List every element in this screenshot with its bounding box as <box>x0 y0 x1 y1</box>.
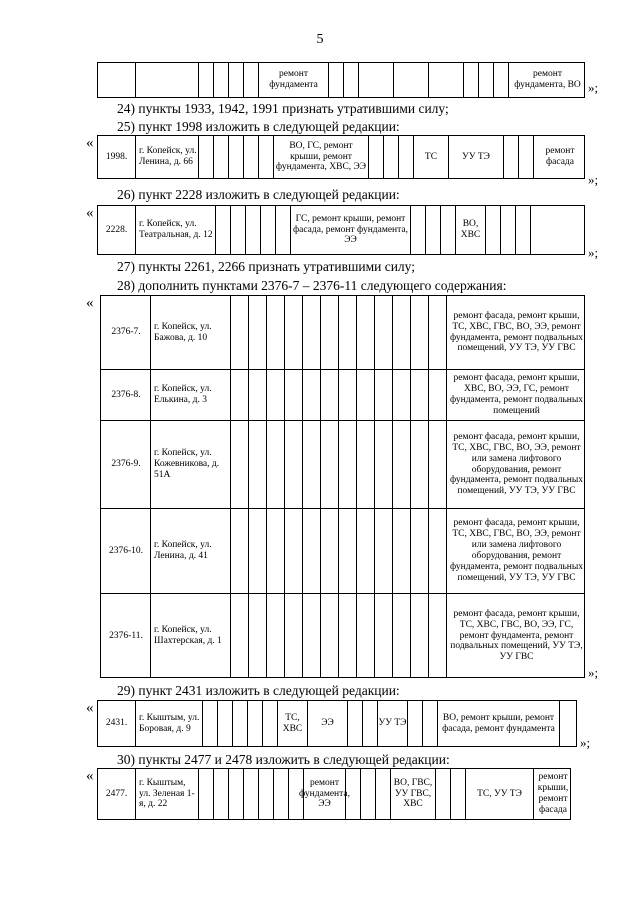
cell <box>203 701 218 746</box>
cell <box>214 136 229 178</box>
cell <box>244 769 259 819</box>
cell <box>321 296 339 677</box>
cell <box>218 701 233 746</box>
cell-addr: г. Копейск, ул. Елькина, д. 3 <box>154 384 212 405</box>
cell-addr: г. Копейск, ул. Бажова, д. 10 <box>154 321 212 343</box>
cell-num: 2376-8. <box>111 389 141 400</box>
open-quote: « <box>86 135 94 151</box>
cell-ts: ТС <box>414 136 449 178</box>
cell-addr: г. Копейск, ул. Шахтерская, д. 1 <box>154 625 222 646</box>
cell <box>136 63 199 97</box>
close-mark: »; <box>580 735 591 750</box>
cell <box>451 769 466 819</box>
cell-uu: УУ ТЭ <box>449 136 504 178</box>
table-2431 <box>97 700 577 747</box>
cell <box>501 206 516 254</box>
cell <box>231 296 249 677</box>
item-24: 24) пункты 1933, 1942, 1991 признать утратившими силу; <box>117 101 449 116</box>
cell <box>516 206 531 254</box>
cell: ремонт фундамента, ВО <box>514 69 581 90</box>
open-quote: « <box>86 768 94 784</box>
cell-ts: ТС, УУ ТЭ <box>466 769 534 819</box>
cell <box>399 136 414 178</box>
close-mark: »; <box>588 172 599 187</box>
cell <box>344 63 359 97</box>
cell <box>259 136 274 178</box>
cell-num: 2376-7. <box>111 327 141 338</box>
close-mark: »; <box>588 665 599 680</box>
item-29: 29) пункт 2431 изложить в следующей редакции: <box>117 683 400 698</box>
cell <box>267 296 285 677</box>
cell <box>329 63 344 97</box>
cell-addr: г. Кыштым, ул. Боровая, д. 9 <box>136 701 203 746</box>
open-quote: « <box>86 295 94 311</box>
cell-ee: ЭЭ <box>308 701 348 746</box>
open-quote: « <box>86 700 94 716</box>
cell-fund: ремонт фундамента, ЭЭ <box>304 769 346 819</box>
table-2228 <box>97 205 585 255</box>
cell <box>361 769 376 819</box>
cell <box>303 296 321 677</box>
cell <box>436 769 451 819</box>
cell-works: ремонт фасада, ремонт крыши, ТС, ХВС, ГВС, ВО, ЭЭ, ремонт фундамента, ремонт подвальных помещений, УУ ТЭ, УУ ГВС <box>449 310 584 354</box>
cell <box>214 769 229 819</box>
cell-ts: ТС, ХВС <box>278 701 308 746</box>
cell <box>411 296 429 677</box>
cell-num: 2376-11. <box>109 630 143 641</box>
cell-addr: г. Копейск, ул. Ленина, д. 66 <box>136 136 199 178</box>
cell <box>199 136 214 178</box>
table-2376 <box>100 295 585 678</box>
cell <box>263 701 278 746</box>
cell <box>214 63 229 97</box>
item-30: 30) пункты 2477 и 2478 изложить в следующей редакции: <box>117 752 450 767</box>
cell <box>393 296 411 677</box>
cell <box>494 63 509 97</box>
cell <box>429 63 464 97</box>
cell <box>411 206 426 254</box>
cell <box>199 769 214 819</box>
cell <box>464 63 479 97</box>
cell-num: 2376-9. <box>111 459 141 470</box>
page-number: 5 <box>316 32 324 47</box>
cell <box>229 63 244 97</box>
close-mark: »; <box>588 245 599 260</box>
table-1998 <box>97 135 585 179</box>
cell <box>199 63 214 97</box>
cell <box>249 296 267 677</box>
cell <box>486 206 501 254</box>
cell <box>504 136 519 178</box>
cell <box>244 136 259 178</box>
cell <box>248 701 263 746</box>
cell <box>519 136 534 178</box>
cell-works: ремонт фасада, ремонт крыши, ТС, ХВС, ГВС, ВО, ЭЭ, ГС, ремонт фундамента, ремонт подвальных помещений, УУ ТЭ, УУ ГВС <box>450 608 583 663</box>
cell <box>231 206 246 254</box>
cell <box>363 701 378 746</box>
cell-works: ремонт фасада, ремонт крыши, ТС, ХВС, ГВС, ВО, ЭЭ, ремонт или замена лифтового оборудования, ремонт фундамента, ремонт подвальных помещений, УУ ТЭ, УУ ГВС <box>449 431 584 497</box>
cell-addr: г. Кыштым, ул. Зеленая 1-я, д. 22 <box>136 769 199 819</box>
cell-facade: ремонт фасада <box>545 146 575 167</box>
cell <box>274 769 289 819</box>
cell-works: ВО, ремонт крыши, ремонт фасада, ремонт фундамента <box>438 701 560 746</box>
item-26: 26) пункт 2228 изложить в следующей редакции: <box>117 187 400 202</box>
cell-num: 2431. <box>98 701 136 746</box>
cell-addr: г. Копейск, ул. Ленина, д. 41 <box>154 540 212 561</box>
cell-works: ремонт фасада, ремонт крыши, ХВС, ВО, ЭЭ, ГС, ремонт фундамента, ремонт подвальных помещений <box>449 373 584 416</box>
table-top <box>97 62 585 98</box>
cell <box>441 206 456 254</box>
item-25: 25) пункт 1998 изложить в следующей редакции: <box>117 119 400 134</box>
cell <box>229 136 244 178</box>
cell-uu: УУ ТЭ <box>378 701 408 746</box>
cell-num: 2228. <box>98 206 136 254</box>
cell <box>285 296 303 677</box>
cell <box>429 296 447 677</box>
cell-works: ВО, ГС, ремонт крыши, ремонт фундамента, ХВС, ЭЭ <box>274 136 369 178</box>
item-28: 28) дополнить пунктами 2376-7 – 2376-11 следующего содержания: <box>117 278 507 293</box>
cell-num: 1998. <box>98 136 136 178</box>
cell <box>233 701 248 746</box>
cell-works: ремонт фасада, ремонт крыши, ТС, ХВС, ГВС, ВО, ЭЭ, ремонт или замена лифтового оборудования, ремонт фундамента, ремонт подвальных помещений, УУ ТЭ, УУ ГВС <box>449 518 584 583</box>
cell <box>261 206 276 254</box>
cell <box>276 206 291 254</box>
cell <box>394 63 429 97</box>
cell-num: 2376-10. <box>108 545 144 556</box>
cell: ремонт фундамента <box>259 63 329 97</box>
cell <box>348 701 363 746</box>
cell-addr: г. Копейск, ул. Театральная, д. 12 <box>136 206 216 254</box>
table-2477 <box>97 768 571 820</box>
open-quote: « <box>86 205 94 221</box>
cell <box>244 63 259 97</box>
cell <box>426 206 441 254</box>
cell-works: ГС, ремонт крыши, ремонт фасада, ремонт фундамента, ЭЭ <box>291 206 411 254</box>
cell <box>339 296 357 677</box>
cell-addr: г. Копейск, ул. Кожевникова, д. 51А <box>154 448 220 480</box>
cell <box>375 296 393 677</box>
cell <box>246 206 261 254</box>
cell <box>376 769 391 819</box>
cell-roof: ремонт крыши, ремонт фасада <box>537 772 569 815</box>
cell-vo: ВО, ХВС <box>456 206 486 254</box>
cell <box>408 701 423 746</box>
cell <box>384 136 399 178</box>
cell-num: 2477. <box>98 769 136 819</box>
cell <box>423 701 438 746</box>
cell <box>531 206 586 254</box>
cell <box>229 769 244 819</box>
cell <box>359 63 394 97</box>
cell <box>479 63 494 97</box>
item-27: 27) пункты 2261, 2266 признать утратившими силу; <box>117 259 415 274</box>
cell-vo: ВО, ГВС, УУ ГВС, ХВС <box>391 769 436 819</box>
cell <box>357 296 375 677</box>
cell <box>560 701 578 746</box>
cell <box>346 769 361 819</box>
cell <box>259 769 274 819</box>
close-mark: »; <box>588 80 599 95</box>
cell <box>216 206 231 254</box>
cell <box>369 136 384 178</box>
cell <box>98 63 136 97</box>
